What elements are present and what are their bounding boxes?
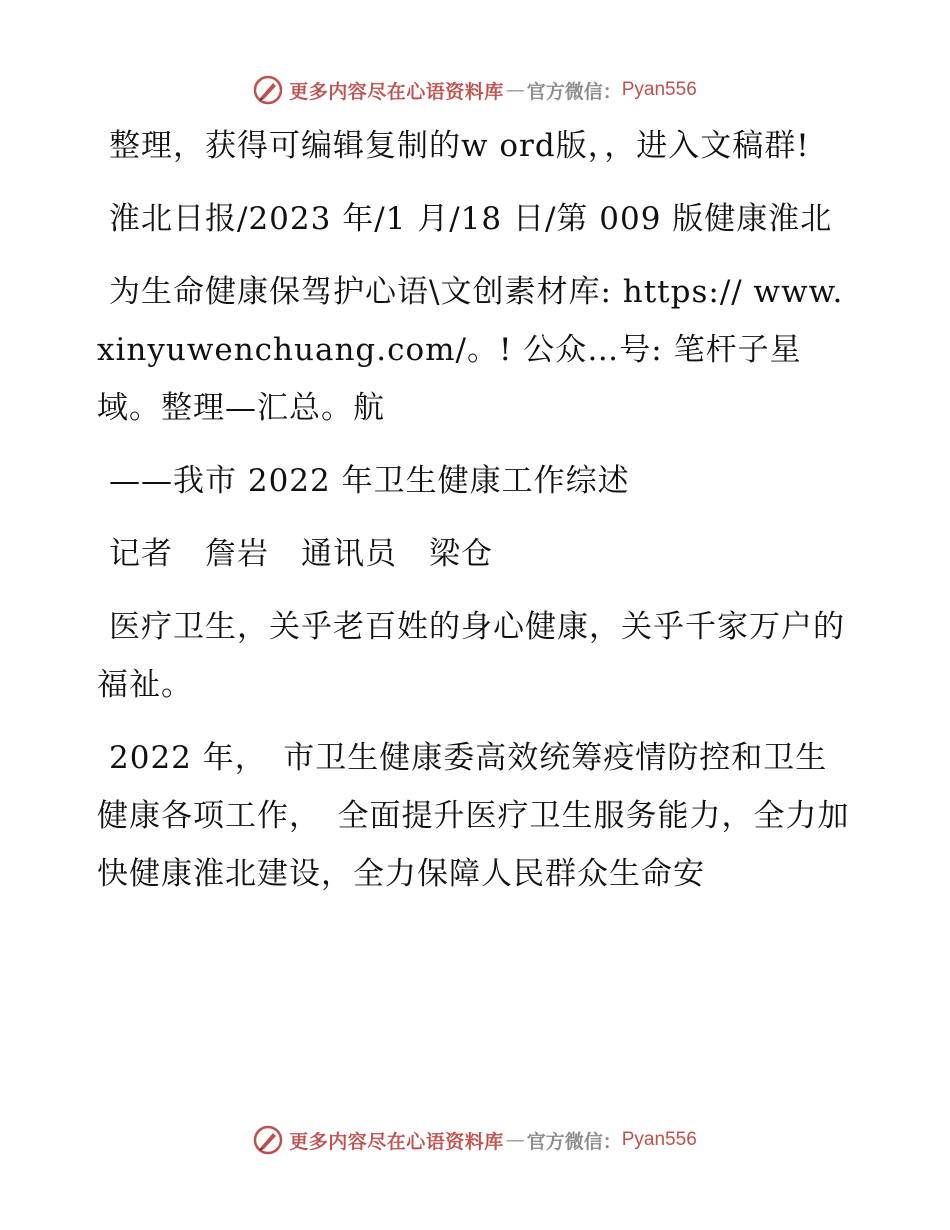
paragraph-lead: 医疗卫生，关乎老百姓的身心健康，关乎千家万户的福祉。 (97, 609, 845, 703)
paragraph-subtitle: ——我市 2022 年卫生健康工作综述 (109, 463, 630, 499)
header-banner-text: 更多内容尽在心语资料库 (289, 80, 504, 103)
footer-wechat-id: Pyan556 (621, 1129, 697, 1150)
paragraph-title: 为生命健康保驾护心语\文创素材库: https:// www.xinyuwenchuang.com/。! 公众…号: 笔杆子星域。整理—汇总。航 (97, 274, 844, 426)
paragraph-source: 淮北日报/2023 年/1 月/18 日/第 009 版健康淮北 (109, 201, 833, 237)
header-wechat-id: Pyan556 (621, 79, 697, 100)
footer-banner (0, 1120, 950, 1160)
header-separator: — (505, 79, 525, 101)
footer-banner-text: 更多内容尽在心语资料库 (289, 1130, 504, 1153)
header-banner (0, 70, 950, 110)
header-wechat-label: 官方微信： (526, 80, 622, 103)
document-body (97, 117, 857, 918)
paragraph-body: 2022 年， 市卫生健康委高效统筹疫情防控和卫生健康各项工作， 全面提升医疗卫生服务能力，全力加快健康淮北建设，全力保障人民群众生命安 (97, 740, 850, 892)
pen-logo-icon (253, 75, 283, 105)
paragraph-byline: 记者 詹岩 通讯员 梁仓 (109, 536, 493, 572)
pen-logo-icon (253, 1125, 283, 1155)
paragraph-intro: 整理，获得可编辑复制的w ord版，，进入文稿群! (109, 128, 810, 164)
footer-separator: — (505, 1129, 525, 1151)
footer-wechat-label: 官方微信： (526, 1130, 622, 1153)
